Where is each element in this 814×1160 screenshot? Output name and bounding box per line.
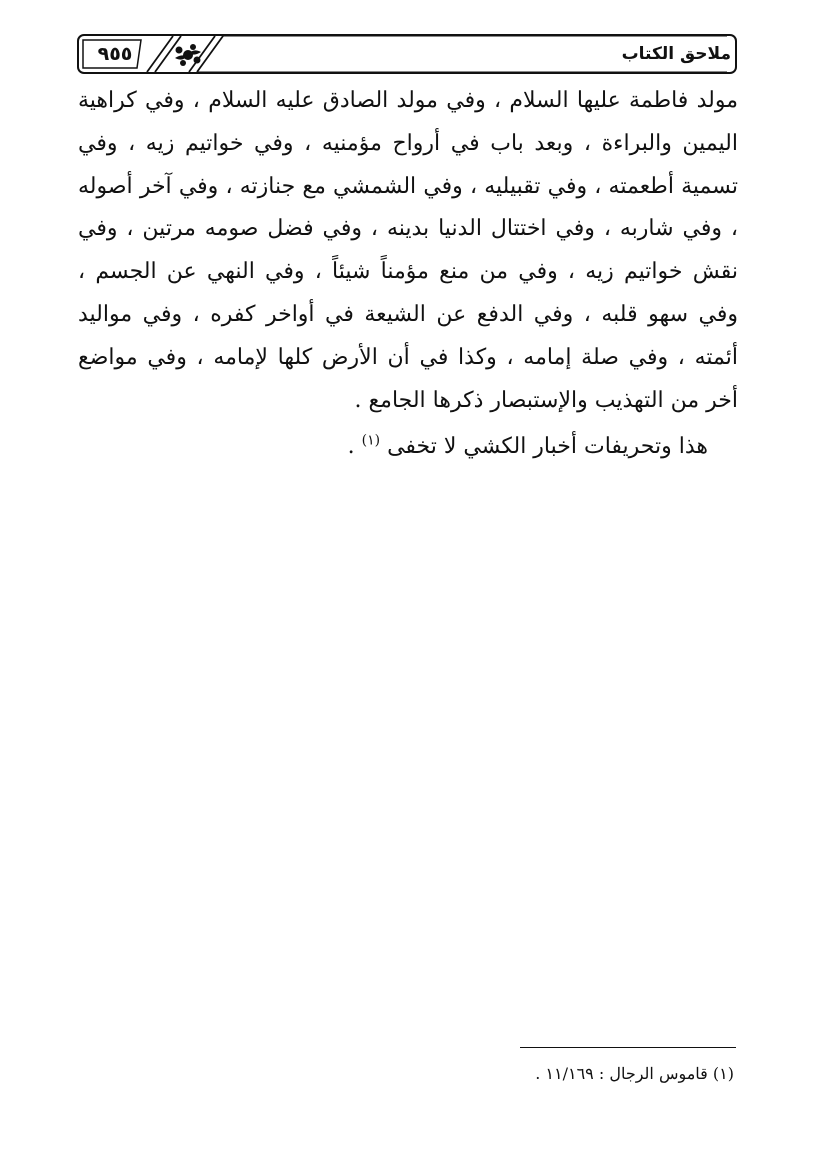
footnote-reference[interactable]: (١) [361, 433, 381, 450]
footnote-divider [520, 1047, 736, 1048]
floral-ornament-icon [153, 36, 223, 74]
main-text [78, 80, 738, 469]
running-title: ملاحق الكتاب [621, 44, 731, 64]
paragraph-end: . [347, 434, 362, 460]
paragraph-text: هذا وتحريفات أخبار الكشي لا تخفى [387, 434, 708, 460]
paragraph: مولد فاطمة عليها السلام ، وفي مولد الصادق عليه السلام ، وفي كراهية اليمين والبراءة ، وبعد باب في أرواح مؤمنيه ، وفي خواتيم زيه ، وفي تسمية أطعمته ، وفي تقبيليه ، وفي الشمشي مع جنازته ، وفي آخر أصوله ، وفي شاربه ، وفي اختتال الدنيا بدينه ، وفي فضل صومه مرتين ، وفي نقش خواتيم زيه ، وفي من منع مؤمناً شيئاً ، وفي النهي عن الجسم ، وفي سهو قلبه ، وفي الدفع عن الشيعة في أواخر كفره ، وفي مواليد أئمته ، وفي صلة إمامه ، وكذا في أن الأرض كلها لإمامه ، وفي مواضع أخر من التهذيب والإستبصار ذكرها الجامع . [78, 88, 738, 413]
paragraph [78, 426, 738, 469]
page-number: ٩٥٥ [97, 43, 133, 65]
footnote: (١) قاموس الرجال : ١١/١٦٩ . [535, 1064, 734, 1083]
page-header [77, 34, 739, 76]
